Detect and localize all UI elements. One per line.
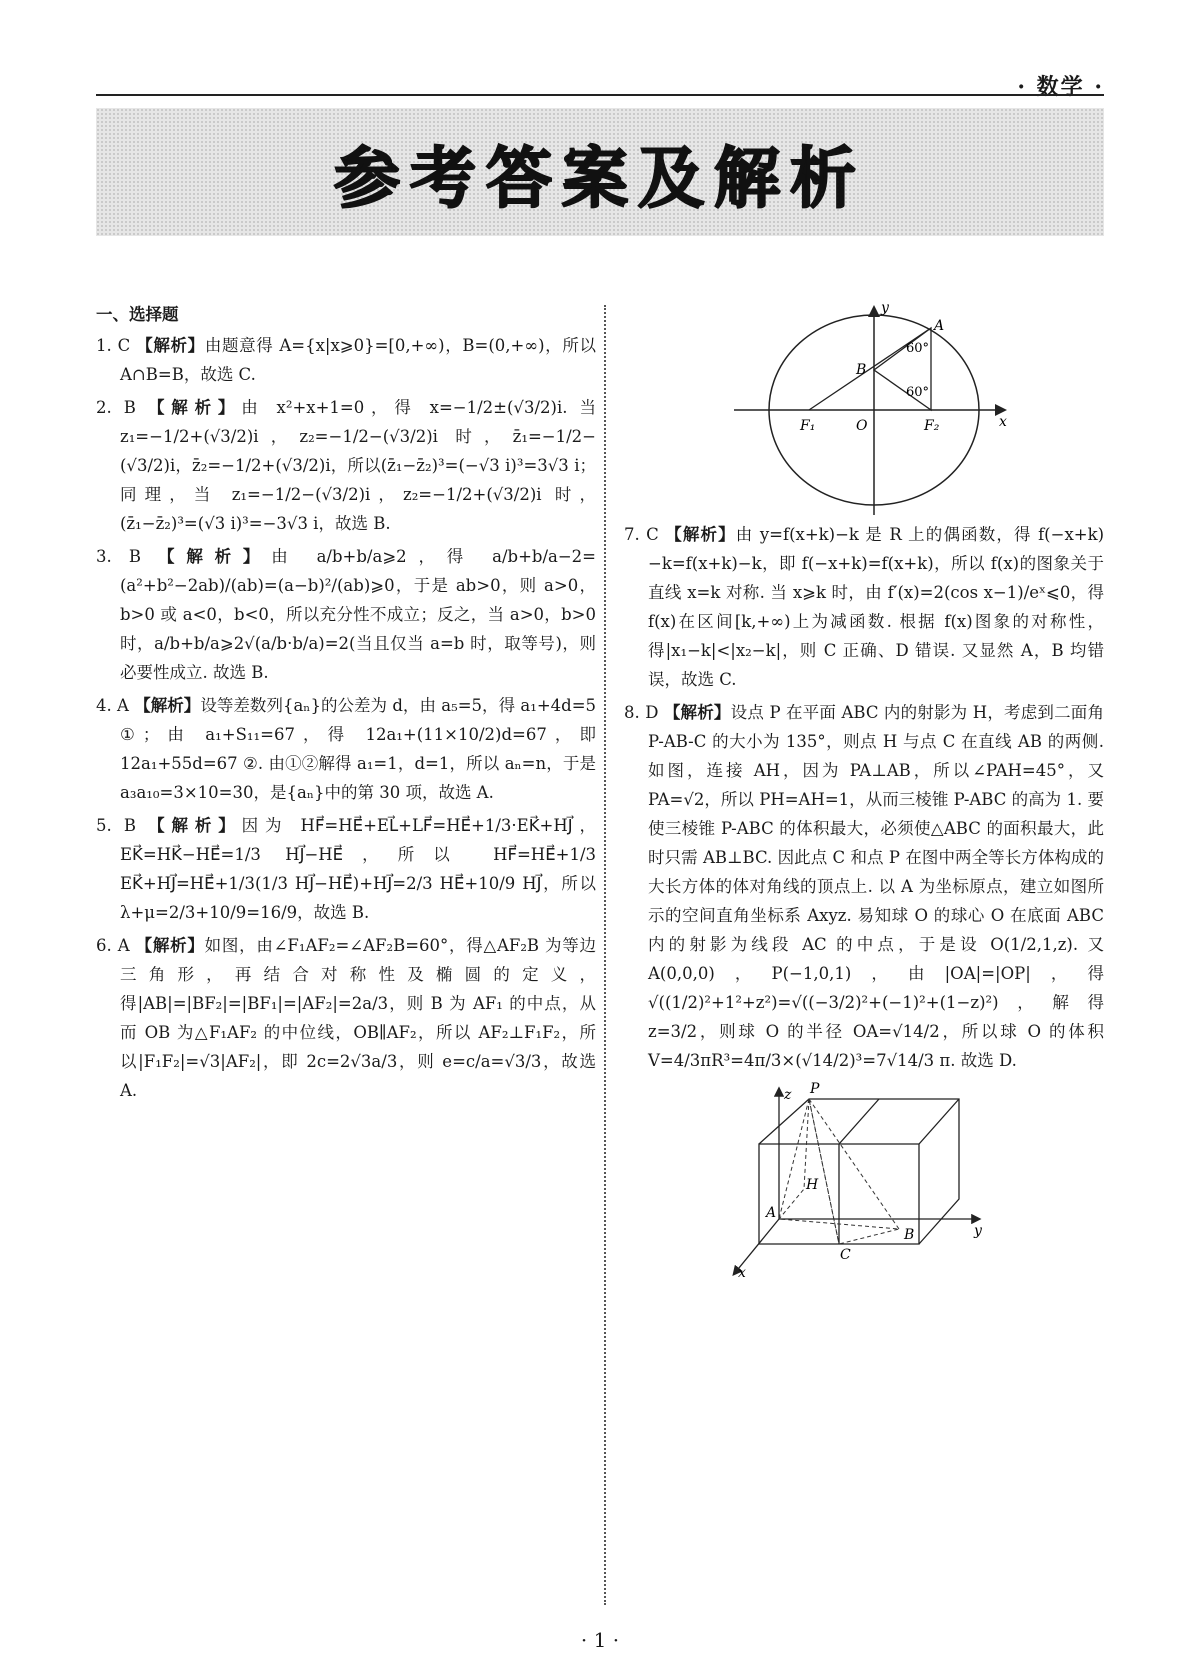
column-divider [604, 305, 606, 1605]
page-title: 参考答案及解析 [334, 139, 866, 217]
section-heading: 一、选择题 [96, 305, 179, 324]
answer-item [96, 542, 596, 687]
fig1-label-F1: F₁ [800, 418, 816, 434]
analysis-tag: 【解析】 [147, 398, 242, 417]
fig1-label-O: O [856, 418, 868, 434]
analysis-text: 设等差数列{aₙ}的公差为 d，由 a₅=5，得 a₁+4d=5 ①；由 a₁+S₁₁=67，得 12a₁+(11×10/2)d=67，即 12a₁+55d=67 ②. 由①②解得 a₁=1，d=1，所以 aₙ=n，于是 a₃a₁₀=3×10=30，是{aₙ}中的第 30 项，故选 A. [120, 696, 597, 802]
fig2-label-y: y [974, 1223, 982, 1239]
answer-number: 4. [96, 696, 112, 715]
analysis-tag: 【解析】 [158, 547, 272, 566]
answer-number: 5. [96, 816, 112, 835]
header-rule [96, 94, 1104, 96]
fig2-label-P: P [810, 1081, 820, 1097]
fig2-label-x: x [738, 1265, 746, 1279]
fig2-label-C: C [840, 1247, 851, 1263]
analysis-text: 因为 HF⃗=HE⃗+EL⃗+LF⃗=HE⃗+1/3·EK⃗+HJ⃗，EK⃗=HK⃗−HE⃗=1/3 HJ⃗−HE⃗，所以 HF⃗=HE⃗+1/3 EK⃗+HJ⃗=HE⃗+1/3(1/3 HJ⃗−HE⃗)+HJ⃗=2/3 HE⃗+10/9 HJ⃗，所以 λ+μ=2/3+10/9=16/9，故选 B. [120, 816, 597, 922]
fig1-label-B: B [856, 362, 867, 378]
answer-item [96, 811, 596, 927]
box-figure [714, 1079, 1014, 1279]
answer-number: 6. [96, 936, 112, 955]
page-number: · 1 · [580, 1628, 620, 1652]
answer-item [96, 331, 596, 389]
title-banner [96, 108, 1104, 236]
fig2-label-B: B [904, 1227, 915, 1243]
right-items [624, 520, 1104, 1075]
left-column [96, 300, 596, 1109]
fig1-angle-2: 60° [906, 385, 930, 400]
analysis-tag: 【解析】 [148, 816, 242, 835]
left-items [96, 331, 596, 1105]
answer-choice: C [646, 525, 659, 544]
right-column [624, 300, 1104, 1279]
fig1-label-A: A [934, 318, 945, 334]
answer-item [624, 520, 1104, 694]
answer-number: 2. [96, 398, 112, 417]
fig1-angle-1: 60° [906, 341, 930, 356]
analysis-tag: 【解析】 [663, 703, 731, 722]
answer-choice: B [128, 547, 141, 566]
answer-number: 3. [96, 547, 112, 566]
fig2-label-z: z [784, 1087, 792, 1103]
answer-choice: B [123, 816, 137, 835]
answer-item [624, 698, 1104, 1075]
answer-item [96, 691, 596, 807]
answer-choice: A [117, 696, 129, 715]
analysis-tag: 【解析】 [136, 336, 205, 355]
analysis-text: 由 x²+x+1=0，得 x=−1/2±(√3/2)i. 当 z₁=−1/2+(√3/2)i，z₂=−1/2−(√3/2)i 时，z̄₁=−1/2−(√3/2)i，z̄₂=−1/2+(√3/2)i，所以(z̄₁−z̄₂)³=(−√3 i)³=3√3 i；同理，当 z₁=−1/2−(√3/2)i，z₂=−1/2+(√3/2)i 时，(z̄₁−z̄₂)³=(√3 i)³=−3√3 i，故选 B. [120, 398, 597, 533]
fig1-label-F2: F₂ [924, 418, 940, 434]
analysis-tag: 【解析】 [135, 936, 205, 955]
analysis-text: 由 a/b+b/a⩾2，得 a/b+b/a−2=(a²+b²−2ab)/(ab)=(a−b)²/(ab)⩾0，于是 ab>0，则 a>0，b>0 或 a<0，b<0，所以充分性不成立；反之，当 a>0，b>0 时，a/b+b/a⩾2√(a/b·b/a)=2(当且仅当 a=b 时，取等号)，则必要性成立. 故选 B. [120, 547, 597, 682]
analysis-text: 由题意得 A={x|x⩾0}=[0,+∞)，B=(0,+∞)，所以 A∩B=B，故选 C. [120, 336, 596, 384]
answer-choice: D [645, 703, 659, 722]
answer-number: 7. [624, 525, 640, 544]
answer-number: 1. [96, 336, 112, 355]
analysis-tag: 【解析】 [665, 525, 736, 544]
fig2-label-A: A [766, 1205, 777, 1221]
analysis-tag: 【解析】 [134, 696, 201, 715]
answer-choice: C [117, 336, 131, 355]
answer-item [96, 393, 596, 538]
analysis-text: 由 y=f(x+k)−k 是 R 上的偶函数，得 f(−x+k)−k=f(x+k)−k，即 f(−x+k)=f(x+k)，所以 f(x)的图象关于直线 x=k 对称. 当 x⩾k 时，由 f′(x)=2(cos x−1)/eˣ⩽0，得 f(x)在区间[k,+∞)上为减函数. 根据 f(x)图象的对称性，得|x₁−k|<|x₂−k|，则 C 正确、D 错误. 又显然 A，B 均错误，故选 C. [648, 525, 1105, 689]
ellipse-figure [714, 300, 1014, 520]
answer-choice: B [123, 398, 136, 417]
fig1-label-y: y [881, 300, 889, 316]
answer-item [96, 931, 596, 1105]
fig2-label-H: H [806, 1177, 819, 1193]
answer-choice: A [117, 936, 130, 955]
box-edges [759, 1099, 959, 1244]
fig1-label-x: x [999, 414, 1007, 430]
analysis-text: 设点 P 在平面 ABC 内的射影为 H，考虑到二面角 P-AB-C 的大小为 135°，则点 H 与点 C 在直线 AB 的两侧. 如图，连接 AH，因为 PA⊥AB，所以∠PAH=45°，又 PA=√2，所以 PH=AH=1，从而三棱锥 P-ABC 的高为 1. 要使三棱锥 P-ABC 的体积最大，必须使△ABC 的面积最大，此时只需 AB⊥BC. 因此点 C 和点 P 在图中两全等长方体构成的大长方体的体对角线的顶点上. 以 A 为坐标原点，建立如图所示的空间直角坐标系 Axyz. 易知球 O 的球心 O 在底面 ABC 内的射影为线段 AC 的中点，于是设 O(1/2,1,z). 又 A(0,0,0)，P(−1,0,1)，由|OA|=|OP|，得 √((1/2)²+1²+z²)=√((−3/2)²+(−1)²+(1−z)²)，解得 z=3/2，则球 O 的半径 OA=√14/2，所以球 O 的体积 V=4/3πR³=4π/3×(√14/2)³=7√14/3 π. 故选 D. [648, 703, 1104, 1070]
subject-label: · 数学 · [1017, 74, 1104, 100]
analysis-text: 如图，由∠F₁AF₂=∠AF₂B=60°，得△AF₂B 为等边三角形，再结合对称性及椭圆的定义，得|AB|=|BF₂|=|BF₁|=|AF₂|=2a/3，则 B 为 AF₁ 的中点，从而 OB 为△F₁AF₂ 的中位线，OB∥AF₂，所以 AF₂⊥F₁F₂，所以|F₁F₂|=√3|AF₂|，即 2c=2√3a/3，则 e=c/a=√3/3，故选 A. [120, 936, 597, 1100]
answer-number: 8. [624, 703, 640, 722]
